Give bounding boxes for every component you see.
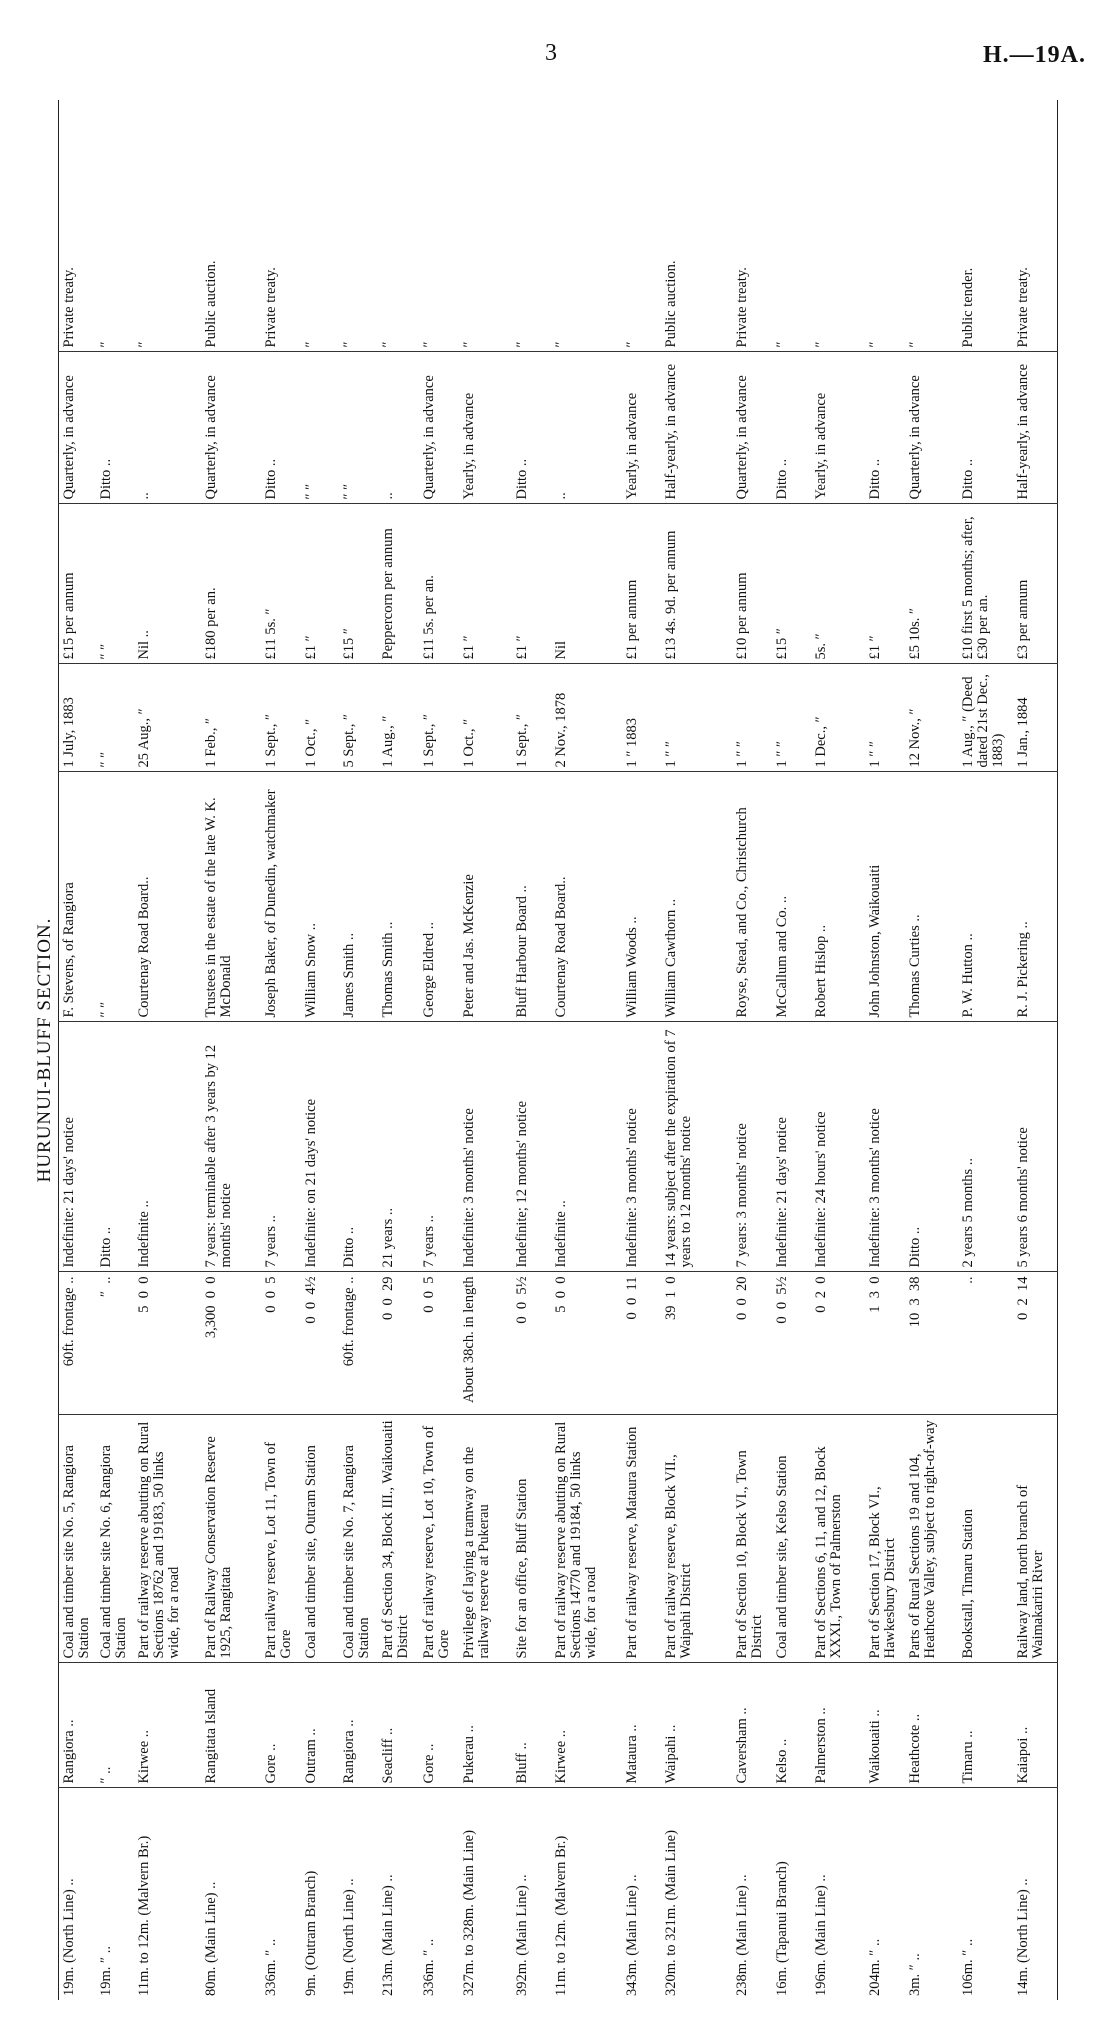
table-row <box>339 100 378 2000</box>
cell-area: 1 3 0 <box>865 1272 905 1415</box>
cell-date: 1 Sept., ″ <box>419 664 459 772</box>
cell-station: Rangiora .. <box>339 1663 378 1788</box>
cell-station: Gore .. <box>261 1663 301 1788</box>
cell-mileage: 19m. (North Line) .. <box>341 1878 357 1996</box>
cell-rent: £1 ″ <box>512 504 551 664</box>
cell-area: 10 3 38 <box>905 1272 958 1415</box>
lease-table <box>58 100 1058 2000</box>
cell-payment: Half-yearly, in advance <box>661 352 732 504</box>
page-number: 3 <box>545 40 557 66</box>
cell-station: Bluff .. <box>512 1663 551 1788</box>
cell-description: Site for an office, Bluff Station <box>512 1415 551 1663</box>
cell-date: 1 Aug., ″ (Deed dated 21st Dec., 1883) <box>958 664 1013 772</box>
cell-date: 1 Oct., ″ <box>301 664 339 772</box>
cell-disposal: ″ <box>378 100 419 352</box>
cell-description: Part of Railway Conservation Reserve 1925, Rangitata <box>201 1415 261 1663</box>
cell-payment: Quarterly, in advance <box>905 352 958 504</box>
cell-mileage: 19m. (North Line) .. <box>61 1878 77 1996</box>
lease-table-body <box>59 100 1058 2000</box>
cell-tenure: Indefinite: 21 days' notice <box>772 1022 811 1272</box>
cell-description: Coal and timber site, Outram Station <box>301 1415 339 1663</box>
cell-payment: Ditto .. <box>865 352 905 504</box>
cell-mileage: 196m. (Main Line) .. <box>813 1874 829 1996</box>
cell-description: Coal and timber site No. 7, Rangiora Station <box>339 1415 378 1663</box>
cell-rent: ″ ″ <box>96 504 134 664</box>
cell-mileage: 213m. (Main Line) .. <box>380 1874 396 1996</box>
cell-lessee: George Eldred .. <box>419 772 459 1022</box>
cell-rent: Nil .. <box>134 504 201 664</box>
cell-rent: £10 first 5 months; after, £30 per an. <box>958 504 1013 664</box>
cell-area: 0 0 11 <box>622 1272 661 1415</box>
cell-date: 1 ″ ″ <box>865 664 905 772</box>
table-row <box>96 100 134 2000</box>
cell-tenure: 7 years .. <box>261 1022 301 1272</box>
cell-date: 1 Sept., ″ <box>512 664 551 772</box>
section-title: HURUNUI-BLUFF SECTION. <box>34 917 55 1183</box>
table-row <box>551 100 622 2000</box>
cell-payment: Yearly, in advance <box>622 352 661 504</box>
cell-mileage: 343m. (Main Line) .. <box>624 1874 640 1996</box>
cell-payment: .. <box>551 352 622 504</box>
cell-disposal: ″ <box>905 100 958 352</box>
cell-tenure: Indefinite: 3 months' notice <box>459 1022 512 1272</box>
cell-lessee: McCallum and Co. .. <box>772 772 811 1022</box>
cell-date: 2 Nov., 1878 <box>551 664 622 772</box>
cell-area: 5 0 0 <box>134 1272 201 1415</box>
cell-mileage: 392m. (Main Line) .. <box>514 1874 530 1996</box>
cell-lessee: James Smith .. <box>339 772 378 1022</box>
cell-station: Caversham .. <box>732 1663 772 1788</box>
cell-rent: £10 per annum <box>732 504 772 664</box>
cell-disposal: ″ <box>551 100 622 352</box>
cell-rent: £1 ″ <box>301 504 339 664</box>
cell-disposal: Public auction. <box>201 100 261 352</box>
cell-mileage: 11m. to 12m. (Malvern Br.) <box>136 1835 152 1996</box>
cell-station: Kirwee .. <box>551 1663 622 1788</box>
cell-description: Part of railway reserve abutting on Rural Sections 18762 and 19183, 50 links wide, for a road <box>134 1415 201 1663</box>
cell-rent: £11 5s. ″ <box>261 504 301 664</box>
cell-lessee: Royse, Stead, and Co., Christchurch <box>732 772 772 1022</box>
cell-station: Mataura .. <box>622 1663 661 1788</box>
cell-description: Part of Sections 6, 11, and 12, Block XXXI., Town of Palmerston <box>811 1415 865 1663</box>
cell-date: 1 July, 1883 <box>59 664 97 772</box>
cell-lessee: Robert Hislop .. <box>811 772 865 1022</box>
cell-tenure: 7 years: terminable after 3 years by 12 months' notice <box>201 1022 261 1272</box>
cell-disposal: ″ <box>301 100 339 352</box>
cell-station: Seacliff .. <box>378 1663 419 1788</box>
cell-payment: Ditto .. <box>772 352 811 504</box>
cell-description: Railway land, north branch of Waimakariri River <box>1013 1415 1058 1663</box>
table-row <box>419 100 459 2000</box>
cell-disposal: Public auction. <box>661 100 732 352</box>
cell-rent: £11 5s. per an. <box>419 504 459 664</box>
cell-lessee: P. W. Hutton .. <box>958 772 1013 1022</box>
table-row <box>661 100 732 2000</box>
cell-description: Coal and timber site No. 6, Rangiora Station <box>96 1415 134 1663</box>
cell-lessee: Courtenay Road Board.. <box>134 772 201 1022</box>
cell-area: 3,300 0 0 <box>201 1272 261 1415</box>
table-row <box>134 100 201 2000</box>
cell-area: 0 0 5½ <box>512 1272 551 1415</box>
cell-mileage: 204m. ″ .. <box>867 1938 883 1996</box>
cell-rent: £3 per annum <box>1013 504 1058 664</box>
table-row <box>811 100 865 2000</box>
cell-date: 5 Sept., ″ <box>339 664 378 772</box>
cell-lessee: F. Stevens, of Rangiora <box>59 772 97 1022</box>
cell-tenure: 14 years: subject after the expiration of 7 years to 12 months' notice <box>661 1022 732 1272</box>
cell-date: 1 Feb., ″ <box>201 664 261 772</box>
cell-mileage: 106m. ″ .. <box>960 1938 976 1996</box>
cell-description: Part of Section 10, Block VI., Town District <box>732 1415 772 1663</box>
cell-tenure: 5 years 6 months' notice <box>1013 1022 1058 1272</box>
cell-payment: .. <box>378 352 419 504</box>
cell-tenure: 21 years .. <box>378 1022 419 1272</box>
cell-station: Rangiora .. <box>59 1663 97 1788</box>
cell-payment: Yearly, in advance <box>459 352 512 504</box>
table-row <box>958 100 1013 2000</box>
cell-lessee: John Johnston, Waikouaiti <box>865 772 905 1022</box>
rotated-table-region <box>32 100 1082 2000</box>
cell-payment: Ditto .. <box>958 352 1013 504</box>
cell-description: Privilege of laying a tramway on the railway reserve at Pukerau <box>459 1415 512 1663</box>
cell-lessee: ″ ″ <box>96 772 134 1022</box>
cell-description: Part of railway reserve, Mataura Station <box>622 1415 661 1663</box>
cell-payment: Quarterly, in advance <box>59 352 97 504</box>
table-row <box>459 100 512 2000</box>
table-row <box>261 100 301 2000</box>
cell-mileage: 11m. to 12m. (Malvern Br.) <box>553 1835 569 1996</box>
cell-disposal: Private treaty. <box>1013 100 1058 352</box>
cell-mileage: 320m. to 321m. (Main Line) <box>663 1830 679 1996</box>
cell-description: Part of railway reserve, Lot 10, Town of Gore <box>419 1415 459 1663</box>
cell-disposal: Private treaty. <box>59 100 97 352</box>
cell-date: ″ ″ <box>96 664 134 772</box>
cell-rent: £1 ″ <box>865 504 905 664</box>
cell-lessee: Courtenay Road Board.. <box>551 772 622 1022</box>
cell-station: Heathcote .. <box>905 1663 958 1788</box>
cell-description: Coal and timber site No. 5, Rangiora Station <box>59 1415 97 1663</box>
cell-rent: Nil <box>551 504 622 664</box>
cell-rent: £5 10s. ″ <box>905 504 958 664</box>
cell-mileage: 19m. ″ .. <box>98 1946 114 1996</box>
cell-lessee: Thomas Curties .. <box>905 772 958 1022</box>
cell-payment: ″ ″ <box>339 352 378 504</box>
table-row <box>732 100 772 2000</box>
cell-disposal: Private treaty. <box>732 100 772 352</box>
cell-description: Part of railway reserve, Block VII., Waipahi District <box>661 1415 732 1663</box>
cell-description: Part of railway reserve abutting on Rural Sections 14770 and 19184, 50 links wide, for a road <box>551 1415 622 1663</box>
cell-payment: Yearly, in advance <box>811 352 865 504</box>
cell-disposal: ″ <box>459 100 512 352</box>
cell-mileage: 14m. (North Line) .. <box>1015 1878 1031 1996</box>
table-row <box>512 100 551 2000</box>
cell-mileage: 3m. ″ .. <box>907 1953 923 1996</box>
cell-station: Waikouaiti .. <box>865 1663 905 1788</box>
cell-area: 0 0 5 <box>419 1272 459 1415</box>
cell-station: Waipahi .. <box>661 1663 732 1788</box>
cell-lessee: Thomas Smith .. <box>378 772 419 1022</box>
cell-mileage: 9m. (Outram Branch) <box>303 1870 319 1996</box>
cell-disposal: ″ <box>622 100 661 352</box>
cell-station: Kirwee .. <box>134 1663 201 1788</box>
cell-lessee: William Snow .. <box>301 772 339 1022</box>
cell-tenure: Indefinite: 3 months' notice <box>622 1022 661 1272</box>
cell-area: 0 2 0 <box>811 1272 865 1415</box>
cell-payment: Half-yearly, in advance <box>1013 352 1058 504</box>
cell-mileage: 336m. ″ .. <box>263 1938 279 1996</box>
cell-lessee: Peter and Jas. McKenzie <box>459 772 512 1022</box>
cell-area: 0 2 14 <box>1013 1272 1058 1415</box>
cell-description: Coal and timber site, Kelso Station <box>772 1415 811 1663</box>
cell-description: Parts of Rural Sections 19 and 104, Heathcote Valley, subject to right-of-way <box>905 1415 958 1663</box>
cell-disposal: Private treaty. <box>261 100 301 352</box>
cell-mileage: 336m. ″ .. <box>421 1938 437 1996</box>
cell-lessee: William Woods .. <box>622 772 661 1022</box>
cell-lessee: Bluff Harbour Board .. <box>512 772 551 1022</box>
cell-date: 1 ″ 1883 <box>622 664 661 772</box>
cell-rent: £1 per annum <box>622 504 661 664</box>
cell-tenure: 7 years .. <box>419 1022 459 1272</box>
cell-mileage: 16m. (Tapanui Branch) <box>774 1861 790 1996</box>
table-row <box>772 100 811 2000</box>
cell-payment: Quarterly, in advance <box>419 352 459 504</box>
cell-area: 0 0 20 <box>732 1272 772 1415</box>
cell-area: 0 0 29 <box>378 1272 419 1415</box>
cell-area: About 38ch. in length <box>459 1272 512 1415</box>
cell-rent: £1 ″ <box>459 504 512 664</box>
cell-payment: Ditto .. <box>261 352 301 504</box>
cell-mileage: 80m. (Main Line) .. <box>203 1881 219 1996</box>
cell-tenure: Indefinite .. <box>134 1022 201 1272</box>
cell-tenure: 2 years 5 months .. <box>958 1022 1013 1272</box>
cell-rent: Peppercorn per annum <box>378 504 419 664</box>
cell-disposal: Public tender. <box>958 100 1013 352</box>
document-reference: H.—19A. <box>983 42 1086 68</box>
cell-date: 1 Jan., 1884 <box>1013 664 1058 772</box>
cell-payment: Quarterly, in advance <box>732 352 772 504</box>
cell-date: 1 Oct., ″ <box>459 664 512 772</box>
cell-rent: £15 ″ <box>339 504 378 664</box>
table-row <box>201 100 261 2000</box>
cell-rent: £15 ″ <box>772 504 811 664</box>
cell-tenure: Indefinite: 21 days' notice <box>59 1022 97 1272</box>
cell-station: Palmerston .. <box>811 1663 865 1788</box>
cell-date: 1 Aug., ″ <box>378 664 419 772</box>
cell-area: 5 0 0 <box>551 1272 622 1415</box>
cell-description: Part railway reserve, Lot 11, Town of Gore <box>261 1415 301 1663</box>
cell-payment: Ditto .. <box>512 352 551 504</box>
cell-date: 1 Sept., ″ <box>261 664 301 772</box>
cell-disposal: ″ <box>339 100 378 352</box>
cell-area: ″ .. <box>96 1272 134 1415</box>
cell-payment: .. <box>134 352 201 504</box>
cell-disposal: ″ <box>512 100 551 352</box>
cell-payment: Ditto .. <box>96 352 134 504</box>
cell-disposal: ″ <box>96 100 134 352</box>
cell-area: 0 0 4½ <box>301 1272 339 1415</box>
cell-station: Kaiapoi .. <box>1013 1663 1058 1788</box>
table-row <box>622 100 661 2000</box>
cell-lessee: R. J. Pickering .. <box>1013 772 1058 1022</box>
cell-disposal: ″ <box>865 100 905 352</box>
cell-mileage: 327m. to 328m. (Main Line) <box>461 1830 477 1996</box>
cell-lessee: Joseph Baker, of Dunedin, watchmaker <box>261 772 301 1022</box>
cell-station: Timaru .. <box>958 1663 1013 1788</box>
cell-tenure: Ditto .. <box>905 1022 958 1272</box>
cell-date: 1 ″ ″ <box>772 664 811 772</box>
cell-date: 25 Aug., ″ <box>134 664 201 772</box>
cell-date: 1 ″ ″ <box>732 664 772 772</box>
cell-area: 0 0 5 <box>261 1272 301 1415</box>
cell-description: Part of Section 17, Block VI., Hawkesbury District <box>865 1415 905 1663</box>
cell-area: .. <box>958 1272 1013 1415</box>
cell-tenure: Ditto .. <box>96 1022 134 1272</box>
cell-area: 60ft. frontage .. <box>59 1272 97 1415</box>
cell-payment: Quarterly, in advance <box>201 352 261 504</box>
cell-rent: 5s. ″ <box>811 504 865 664</box>
cell-rent: £13 4s. 9d. per annum <box>661 504 732 664</box>
cell-rent: £180 per an. <box>201 504 261 664</box>
cell-tenure: 7 years: 3 months' notice <box>732 1022 772 1272</box>
table-row <box>1013 100 1058 2000</box>
cell-rent: £15 per annum <box>59 504 97 664</box>
cell-disposal: ″ <box>811 100 865 352</box>
table-row <box>378 100 419 2000</box>
cell-station: Outram .. <box>301 1663 339 1788</box>
cell-tenure: Indefinite: on 21 days' notice <box>301 1022 339 1272</box>
cell-station: Gore .. <box>419 1663 459 1788</box>
cell-tenure: Indefinite: 3 months' notice <box>865 1022 905 1272</box>
table-row <box>905 100 958 2000</box>
cell-description: Part of Section 34, Block III., Waikouaiti District <box>378 1415 419 1663</box>
cell-payment: ″ ″ <box>301 352 339 504</box>
cell-tenure: Indefinite; 12 months' notice <box>512 1022 551 1272</box>
cell-description: Bookstall, Timaru Station <box>958 1415 1013 1663</box>
cell-area: 60ft. frontage .. <box>339 1272 378 1415</box>
cell-station: Kelso .. <box>772 1663 811 1788</box>
cell-date: 12 Nov., ″ <box>905 664 958 772</box>
cell-station: Rangitata Island <box>201 1663 261 1788</box>
cell-tenure: Ditto .. <box>339 1022 378 1272</box>
table-row <box>865 100 905 2000</box>
cell-area: 39 1 0 <box>661 1272 732 1415</box>
cell-mileage: 238m. (Main Line) .. <box>734 1874 750 1996</box>
table-row <box>301 100 339 2000</box>
cell-date: 1 Dec., ″ <box>811 664 865 772</box>
cell-disposal: ″ <box>134 100 201 352</box>
cell-station: Pukerau .. <box>459 1663 512 1788</box>
cell-tenure: Indefinite .. <box>551 1022 622 1272</box>
cell-disposal: ″ <box>772 100 811 352</box>
cell-tenure: Indefinite: 24 hours' notice <box>811 1022 865 1272</box>
cell-disposal: ″ <box>419 100 459 352</box>
cell-lessee: William Cawthorn .. <box>661 772 732 1022</box>
cell-station: ″ .. <box>96 1663 134 1788</box>
cell-lessee: Trustees in the estate of the late W. K. McDonald <box>201 772 261 1022</box>
cell-area: 0 0 5½ <box>772 1272 811 1415</box>
table-row <box>59 100 97 2000</box>
cell-date: 1 ″ ″ <box>661 664 732 772</box>
